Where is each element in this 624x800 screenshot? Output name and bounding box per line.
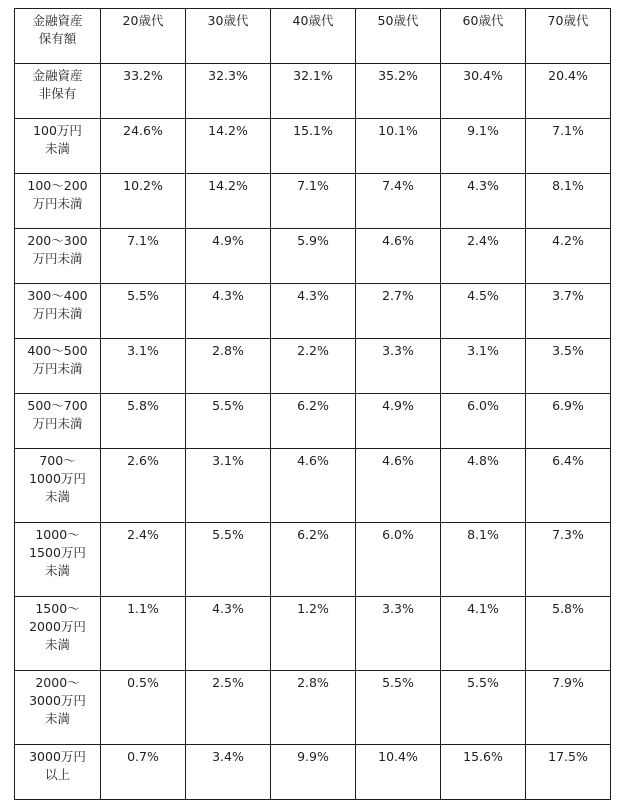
value-cell: 4.5% xyxy=(441,284,526,339)
row-label: 700〜 1000万円 未満 xyxy=(29,453,86,504)
value-cell: 5.5% xyxy=(101,284,186,339)
table-container xyxy=(14,8,611,800)
value-cell: 1.2% xyxy=(271,597,356,671)
value-cell: 6.2% xyxy=(271,394,356,449)
value-cell: 10.1% xyxy=(356,119,441,174)
row-label: 金融資産 非保有 xyxy=(32,68,83,101)
value-cell: 35.2% xyxy=(356,64,441,119)
value-cell: 4.3% xyxy=(186,284,271,339)
value-cell: 2.4% xyxy=(101,523,186,597)
row-label-cell xyxy=(15,119,101,174)
value-cell: 0.5% xyxy=(101,671,186,745)
value-cell: 6.4% xyxy=(526,449,611,523)
value-cell: 9.1% xyxy=(441,119,526,174)
value-cell: 0.7% xyxy=(101,745,186,800)
table-row xyxy=(15,449,611,523)
row-label-cell xyxy=(15,64,101,119)
value-cell: 7.1% xyxy=(271,174,356,229)
table-row xyxy=(15,394,611,449)
table-row xyxy=(15,671,611,745)
value-cell: 4.6% xyxy=(356,229,441,284)
row-label: 1500〜 2000万円 未満 xyxy=(29,601,86,652)
row-label-cell xyxy=(15,597,101,671)
header-label: 金融資産 保有額 xyxy=(32,13,83,46)
value-cell: 4.3% xyxy=(271,284,356,339)
value-cell: 3.1% xyxy=(186,449,271,523)
table-row xyxy=(15,229,611,284)
row-label: 1000〜 1500万円 未満 xyxy=(29,527,86,578)
value-cell: 4.2% xyxy=(526,229,611,284)
value-cell: 6.9% xyxy=(526,394,611,449)
value-cell: 4.9% xyxy=(356,394,441,449)
row-label-cell xyxy=(15,339,101,394)
value-cell: 3.3% xyxy=(356,597,441,671)
value-cell: 4.6% xyxy=(356,449,441,523)
value-cell: 30.4% xyxy=(441,64,526,119)
value-cell: 6.0% xyxy=(356,523,441,597)
row-label: 100万円 未満 xyxy=(33,123,82,156)
value-cell: 5.8% xyxy=(526,597,611,671)
value-cell: 7.3% xyxy=(526,523,611,597)
value-cell: 4.9% xyxy=(186,229,271,284)
value-cell: 6.0% xyxy=(441,394,526,449)
row-label-cell xyxy=(15,229,101,284)
row-label-cell xyxy=(15,745,101,800)
value-cell: 5.5% xyxy=(186,523,271,597)
table-row xyxy=(15,284,611,339)
value-cell: 3.1% xyxy=(441,339,526,394)
row-label: 3000万円 以上 xyxy=(29,749,86,782)
header-cell-70s: 70歳代 xyxy=(526,9,611,64)
value-cell: 2.6% xyxy=(101,449,186,523)
value-cell: 4.3% xyxy=(441,174,526,229)
value-cell: 17.5% xyxy=(526,745,611,800)
value-cell: 5.8% xyxy=(101,394,186,449)
table-row xyxy=(15,523,611,597)
value-cell: 14.2% xyxy=(186,174,271,229)
value-cell: 4.6% xyxy=(271,449,356,523)
value-cell: 32.3% xyxy=(186,64,271,119)
value-cell: 4.3% xyxy=(186,597,271,671)
row-label-cell xyxy=(15,174,101,229)
header-cell-40s: 40歳代 xyxy=(271,9,356,64)
value-cell: 3.7% xyxy=(526,284,611,339)
value-cell: 33.2% xyxy=(101,64,186,119)
value-cell: 3.4% xyxy=(186,745,271,800)
value-cell: 2.8% xyxy=(271,671,356,745)
row-label: 400〜500 万円未満 xyxy=(27,343,88,376)
row-label-cell xyxy=(15,284,101,339)
value-cell: 5.9% xyxy=(271,229,356,284)
value-cell: 2.7% xyxy=(356,284,441,339)
value-cell: 7.9% xyxy=(526,671,611,745)
row-label: 200〜300 万円未満 xyxy=(27,233,88,266)
table-row xyxy=(15,174,611,229)
value-cell: 3.3% xyxy=(356,339,441,394)
row-label-cell xyxy=(15,671,101,745)
row-label: 500〜700 万円未満 xyxy=(27,398,88,431)
value-cell: 3.5% xyxy=(526,339,611,394)
value-cell: 2.8% xyxy=(186,339,271,394)
value-cell: 4.1% xyxy=(441,597,526,671)
table-row xyxy=(15,339,611,394)
financial-assets-table xyxy=(14,8,611,800)
row-label: 100〜200 万円未満 xyxy=(27,178,88,211)
value-cell: 8.1% xyxy=(526,174,611,229)
row-label-cell xyxy=(15,523,101,597)
value-cell: 6.2% xyxy=(271,523,356,597)
value-cell: 15.1% xyxy=(271,119,356,174)
table-row xyxy=(15,597,611,671)
row-label: 2000〜 3000万円 未満 xyxy=(29,675,86,726)
value-cell: 20.4% xyxy=(526,64,611,119)
value-cell: 2.5% xyxy=(186,671,271,745)
value-cell: 32.1% xyxy=(271,64,356,119)
header-cell-30s: 30歳代 xyxy=(186,9,271,64)
table-row xyxy=(15,745,611,800)
value-cell: 8.1% xyxy=(441,523,526,597)
table-row xyxy=(15,119,611,174)
value-cell: 7.1% xyxy=(101,229,186,284)
value-cell: 3.1% xyxy=(101,339,186,394)
header-cell-50s: 50歳代 xyxy=(356,9,441,64)
value-cell: 7.1% xyxy=(526,119,611,174)
row-label-cell xyxy=(15,449,101,523)
value-cell: 1.1% xyxy=(101,597,186,671)
value-cell: 7.4% xyxy=(356,174,441,229)
value-cell: 14.2% xyxy=(186,119,271,174)
value-cell: 5.5% xyxy=(356,671,441,745)
header-row xyxy=(15,9,611,64)
table-row xyxy=(15,64,611,119)
value-cell: 10.4% xyxy=(356,745,441,800)
value-cell: 4.8% xyxy=(441,449,526,523)
value-cell: 2.2% xyxy=(271,339,356,394)
value-cell: 10.2% xyxy=(101,174,186,229)
value-cell: 2.4% xyxy=(441,229,526,284)
header-cell-asset-amount xyxy=(15,9,101,64)
value-cell: 5.5% xyxy=(186,394,271,449)
row-label: 300〜400 万円未満 xyxy=(27,288,88,321)
value-cell: 9.9% xyxy=(271,745,356,800)
value-cell: 24.6% xyxy=(101,119,186,174)
header-cell-20s: 20歳代 xyxy=(101,9,186,64)
value-cell: 15.6% xyxy=(441,745,526,800)
row-label-cell xyxy=(15,394,101,449)
header-cell-60s: 60歳代 xyxy=(441,9,526,64)
value-cell: 5.5% xyxy=(441,671,526,745)
